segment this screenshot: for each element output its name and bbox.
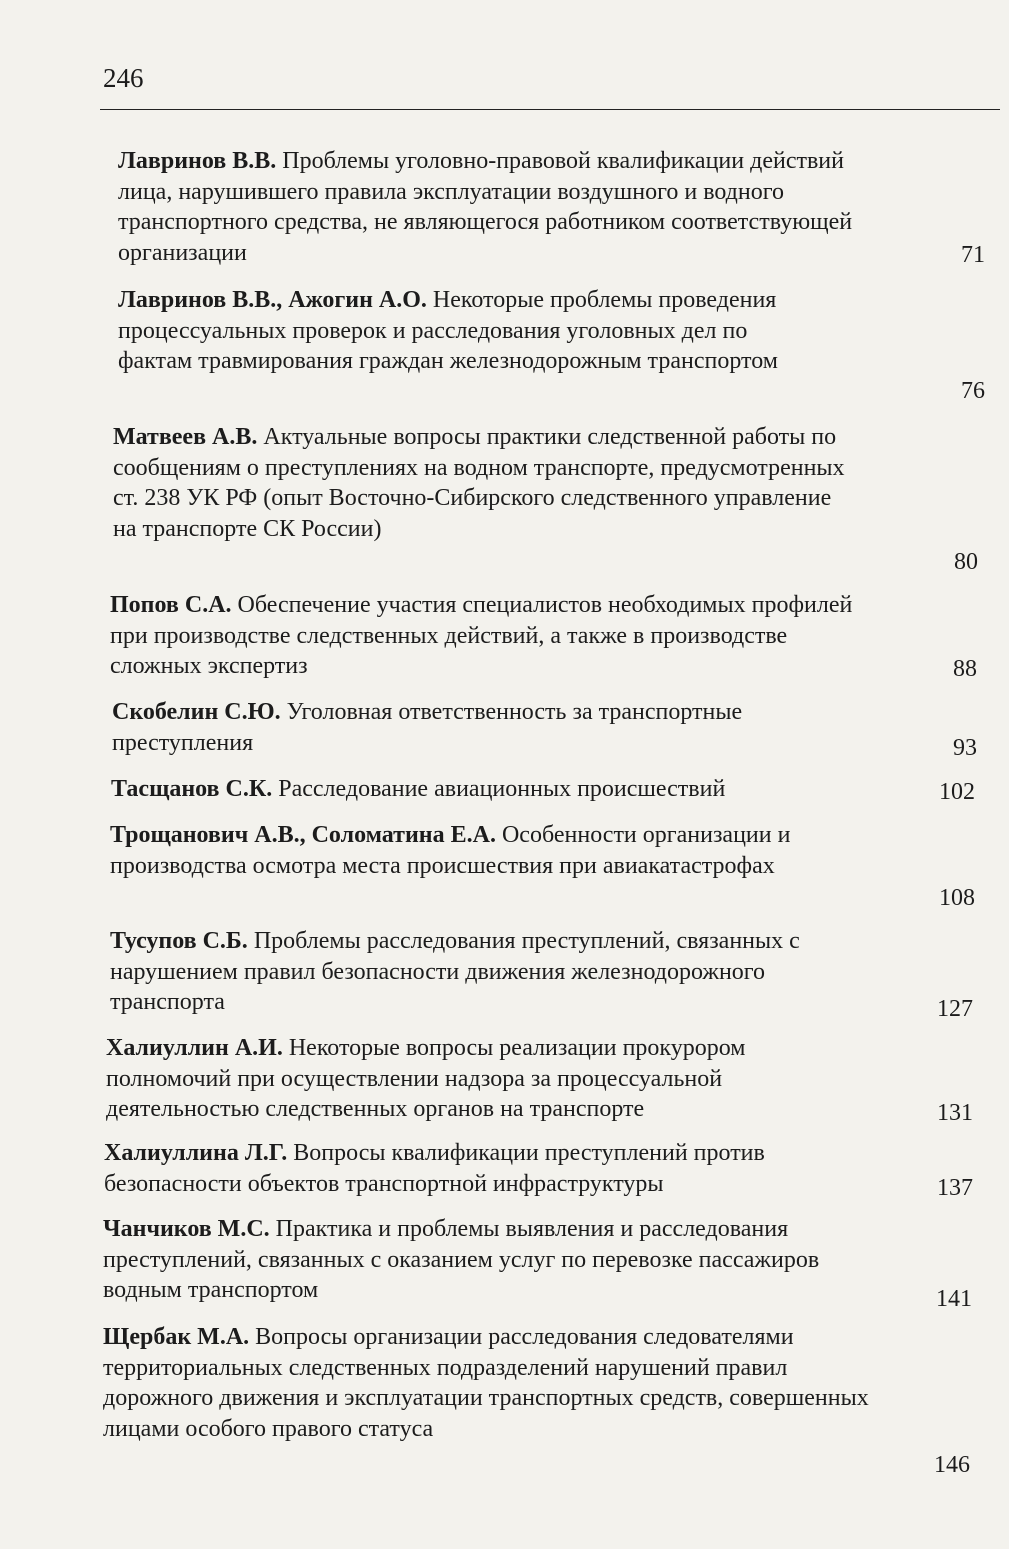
- toc-author: Лавринов В.В., Ажогин А.О.: [118, 287, 427, 313]
- toc-page-number: 137: [937, 1175, 973, 1201]
- toc-page-number: 146: [934, 1452, 970, 1478]
- toc-page-number: 108: [939, 885, 975, 911]
- toc-page-number: 88: [953, 656, 977, 682]
- toc-page-number: 141: [936, 1286, 972, 1312]
- toc-title: Вопросы квалификации преступлений против безопасности объектов транспортной инфраструктуры: [104, 1140, 765, 1197]
- toc-title: Особенности организации и производства осмотра места происшествия при авиакатастрофах: [110, 822, 791, 879]
- toc-title: Некоторые вопросы реализации прокурором полномочий при осуществлении надзора за процессуальной деятельностью следственных органов на транспорте: [106, 1035, 746, 1122]
- toc-entry-text: [106, 1033, 876, 1125]
- toc-entry-text: [110, 820, 880, 881]
- toc-author: Скобелин С.Ю.: [112, 699, 281, 725]
- toc-title: Актуальные вопросы практики следственной работы по сообщениям о преступлениях на водном транспорте, предусмотренных ст. 238 УК РФ (опыт Восточно-Сибирского следственного управление на транспорте СК России): [113, 424, 845, 542]
- toc-author: Халиуллин А.И.: [106, 1035, 283, 1061]
- toc-entry-text: [104, 1138, 894, 1199]
- toc-entry-text: [118, 285, 818, 377]
- toc-entry-text: [112, 697, 872, 758]
- toc-author: Попов С.А.: [110, 592, 232, 618]
- toc-entry-text: [110, 926, 880, 1018]
- toc-entry-text: [111, 774, 871, 805]
- toc-author: Трощанович А.В., Соломатина Е.А.: [110, 822, 496, 848]
- toc-page-number: 71: [961, 242, 985, 268]
- toc-entry-text: [110, 590, 880, 682]
- header-rule: [100, 109, 1000, 110]
- toc-page-number: 80: [954, 549, 978, 575]
- toc-title: Некоторые проблемы проведения процессуальных проверок и расследования уголовных дел по фактам травмирования граждан железнодорожным транспортом: [118, 287, 778, 374]
- toc-entry-text: [113, 422, 848, 544]
- toc-page-number: 93: [953, 735, 977, 761]
- toc-title: Проблемы уголовно-правовой квалификации действий лица, нарушившего правила эксплуатации воздушного и водного транспортного средства, не являющегося работником соответствующей организации: [118, 148, 853, 266]
- toc-title: Расследование авиационных происшествий: [278, 776, 726, 802]
- toc-entry-text: [103, 1322, 878, 1444]
- toc-author: Чанчиков М.С.: [103, 1216, 270, 1242]
- toc-page-number: 76: [961, 378, 985, 404]
- toc-title: Вопросы организации расследования следователями территориальных следственных подразделений нарушений правил дорожного движения и эксплуатации транспортных средств, совершенных лицами особого правого статуса: [103, 1324, 869, 1442]
- toc-author: Щербак М.А.: [103, 1324, 250, 1350]
- toc-page-number: 131: [937, 1100, 973, 1126]
- toc-title: Практика и проблемы выявления и расследования преступлений, связанных с оказанием услуг по перевозке пассажиров водным транспортом: [103, 1216, 820, 1303]
- toc-entry-text: [118, 146, 888, 268]
- toc-author: Халиуллина Л.Г.: [104, 1140, 288, 1166]
- toc-page-number: 102: [939, 779, 975, 805]
- toc-title: Обеспечение участия специалистов необходимых профилей при производстве следственных действий, а также в производстве сложных экспертиз: [110, 592, 853, 679]
- toc-author: Матвеев А.В.: [113, 424, 258, 450]
- toc-author: Тасщанов С.К.: [111, 776, 273, 802]
- toc-title: Уголовная ответственность за транспортные преступления: [112, 699, 743, 756]
- page-number: 246: [103, 63, 144, 93]
- toc-author: Тусупов С.Б.: [110, 928, 248, 954]
- toc-page-number: 127: [937, 996, 973, 1022]
- toc-author: Лавринов В.В.: [118, 148, 277, 174]
- toc-entry-text: [103, 1214, 878, 1306]
- toc-title: Проблемы расследования преступлений, связанных с нарушением правил безопасности движения железнодорожного транспорта: [110, 928, 800, 1015]
